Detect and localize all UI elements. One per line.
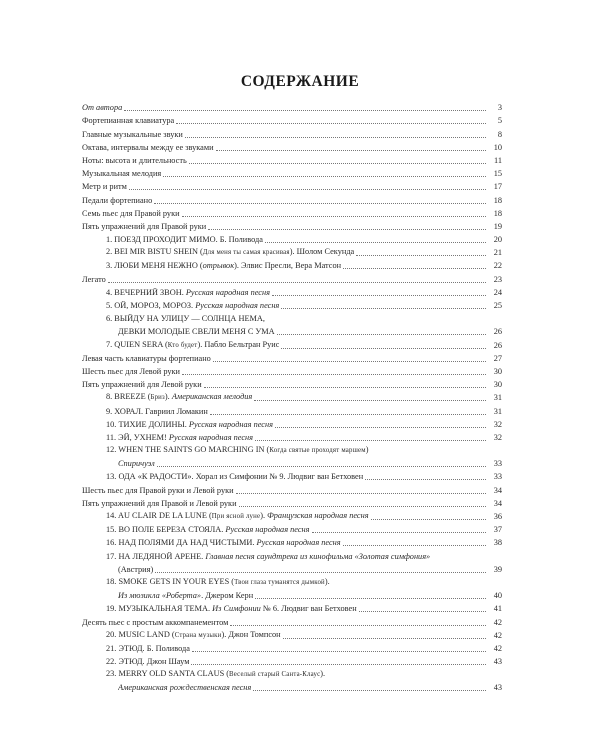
toc-entry-title bbox=[82, 103, 122, 113]
page-number: 38 bbox=[493, 538, 502, 548]
toc-entry[interactable] bbox=[82, 588, 502, 601]
page-number: 5 bbox=[497, 116, 502, 126]
page-number: 8 bbox=[497, 129, 502, 139]
toc-entry-title bbox=[106, 538, 341, 548]
toc-entry[interactable] bbox=[82, 206, 502, 219]
toc-entry[interactable] bbox=[82, 219, 502, 232]
toc-entry-title bbox=[106, 511, 369, 522]
toc-entry-text: При ясной луне bbox=[211, 513, 261, 520]
dot-leader bbox=[281, 348, 486, 349]
toc-entry-title bbox=[106, 445, 369, 456]
toc-entry-text: 20. MUSIC LAND ( bbox=[106, 629, 175, 639]
toc-entry-title bbox=[106, 669, 325, 680]
dot-leader bbox=[365, 479, 486, 480]
dot-leader bbox=[272, 295, 486, 296]
toc-entry-title bbox=[82, 222, 206, 232]
toc-entry-title bbox=[82, 354, 211, 364]
dot-leader bbox=[204, 387, 486, 388]
page-number: 34 bbox=[493, 498, 502, 508]
toc-entry-text: Твои глаза туманятся дымкой bbox=[234, 578, 325, 586]
toc-entry-title bbox=[82, 209, 180, 219]
toc-entry-text: Из мюзикла «Роберта» bbox=[118, 591, 202, 601]
toc-entry-text: № 6. Людвиг ван Бетховен bbox=[260, 604, 357, 614]
toc-entry[interactable] bbox=[82, 430, 502, 443]
toc-entry[interactable] bbox=[82, 192, 502, 205]
toc-entry-text: отрывок bbox=[202, 261, 235, 271]
toc-entry[interactable] bbox=[82, 285, 502, 298]
toc-entry-title bbox=[118, 565, 153, 575]
dot-leader bbox=[155, 572, 486, 573]
toc-entry-text: ДЕВКИ МОЛОДЫЕ СВЕЛИ МЕНЯ С УМА bbox=[118, 327, 275, 337]
toc-entry-text: 21. ЭТЮД. Б. Поливода bbox=[106, 643, 190, 653]
toc-entry[interactable] bbox=[82, 496, 502, 509]
page-number: 42 bbox=[493, 630, 502, 640]
toc-entry-text: Страна музыки bbox=[174, 631, 222, 639]
dot-leader bbox=[108, 282, 486, 283]
toc-entry-text: Русская народная песня bbox=[256, 538, 341, 548]
toc-entry-text: Кто будет bbox=[167, 341, 198, 349]
toc-entry-text: 18. SMOKE GETS IN YOUR EYES ( bbox=[106, 576, 235, 586]
toc-entry-text: Французская народная песня bbox=[267, 511, 369, 520]
toc-entry[interactable] bbox=[82, 311, 502, 324]
page-number: 26 bbox=[493, 340, 502, 350]
toc-entry-text: ). bbox=[164, 392, 172, 402]
toc-entry[interactable] bbox=[82, 337, 502, 350]
page-number: 33 bbox=[493, 472, 502, 482]
toc-entry-text: Шесть пьес для Левой руки bbox=[82, 366, 180, 376]
toc-entry-text: ). bbox=[260, 511, 268, 520]
toc-entry-title bbox=[106, 247, 354, 258]
dot-leader bbox=[281, 308, 486, 309]
toc-entry[interactable] bbox=[82, 271, 502, 284]
page-number: 32 bbox=[493, 419, 502, 429]
toc-entry[interactable] bbox=[82, 522, 502, 535]
dot-leader bbox=[189, 163, 486, 164]
page-number: 23 bbox=[493, 274, 502, 284]
toc-entry-title bbox=[106, 301, 279, 311]
dot-leader bbox=[213, 361, 486, 362]
toc-entry-text: От автора bbox=[82, 103, 123, 113]
toc-entry[interactable] bbox=[82, 548, 502, 561]
toc-entry-text: Семь пьес для Правой руки bbox=[82, 208, 180, 218]
toc-entry-text: Веселый старый Санта-Клаус bbox=[229, 671, 321, 679]
page-number: 18 bbox=[493, 195, 502, 205]
toc-entry-text: ). Джон Томпсон bbox=[221, 629, 281, 639]
page-number: 22 bbox=[493, 261, 502, 271]
toc-entry[interactable] bbox=[82, 113, 502, 126]
toc-entry-title bbox=[106, 288, 270, 298]
toc-entry-title bbox=[106, 577, 330, 588]
toc-entry[interactable] bbox=[82, 390, 502, 403]
toc-entry[interactable] bbox=[82, 100, 502, 113]
page-number: 31 bbox=[493, 406, 502, 416]
toc-entry-text: 11. ЭЙ, УХНЕМ! bbox=[106, 432, 169, 442]
toc-entry-title bbox=[106, 472, 363, 482]
dot-leader bbox=[371, 519, 486, 520]
toc-entry-title bbox=[82, 367, 180, 377]
toc-entry[interactable] bbox=[82, 258, 502, 271]
toc-entry-text: Русская народная песня bbox=[168, 432, 253, 442]
dot-leader bbox=[154, 203, 486, 204]
toc-entry-text: Левая часть клавиатуры фортепиано bbox=[82, 353, 211, 363]
toc-entry[interactable] bbox=[82, 298, 502, 311]
toc-entry[interactable] bbox=[82, 443, 502, 456]
toc-entry-text: Когда святые проходят маршем bbox=[269, 447, 366, 455]
toc-entry-text: 6. ВЫЙДУ НА УЛИЦУ — СОЛНЦА НЕМА, bbox=[106, 314, 265, 324]
toc-entry[interactable] bbox=[82, 417, 502, 430]
toc-entry[interactable] bbox=[82, 140, 502, 153]
toc-entry-text: 1. ПОЕЗД ПРОХОДИТ МИМО. Б. Поливода bbox=[106, 235, 263, 245]
toc-entry-text: (Австрия) bbox=[118, 564, 154, 574]
toc-entry[interactable] bbox=[82, 456, 502, 469]
toc-entry-title bbox=[82, 486, 234, 496]
dot-leader bbox=[236, 493, 486, 494]
dot-leader bbox=[239, 506, 486, 507]
page-number: 40 bbox=[493, 591, 502, 601]
toc-entry-text: 17. НА ЛЕДЯНОЙ АРЕНЕ. bbox=[106, 551, 206, 561]
toc-entry-title bbox=[118, 591, 253, 601]
page-number: 26 bbox=[493, 327, 502, 337]
toc-entry-title bbox=[82, 196, 152, 206]
page-number: 24 bbox=[493, 287, 502, 297]
toc-entry-text: Бриз bbox=[150, 394, 165, 402]
toc-entry[interactable] bbox=[82, 680, 502, 693]
toc-entry[interactable] bbox=[82, 126, 502, 139]
toc-entry-text: 4. ВЕЧЕРНИЙ ЗВОН. bbox=[106, 287, 186, 297]
page-number: 30 bbox=[493, 380, 502, 390]
toc-entry-text: 23. MERRY OLD SANTA CLAUS ( bbox=[106, 669, 230, 679]
toc-entry-text: 19. МУЗЫКАЛЬНАЯ ТЕМА. bbox=[106, 604, 213, 614]
toc-entry-title bbox=[106, 314, 265, 324]
toc-entry-text: Пять упражнений для Правой и Левой руки bbox=[82, 498, 237, 508]
toc-entry[interactable] bbox=[82, 403, 502, 416]
dot-leader bbox=[176, 123, 486, 124]
toc-entry-text: 22. ЭТЮД. Джон Шаум bbox=[106, 657, 190, 667]
dot-leader bbox=[208, 229, 486, 230]
page-number: 33 bbox=[493, 459, 502, 469]
dot-leader bbox=[129, 189, 486, 190]
toc-entry-title bbox=[82, 130, 183, 140]
toc-entry-text: Русская народная песня bbox=[185, 287, 270, 297]
toc-entry-title bbox=[82, 182, 127, 192]
toc-entry-text: Музыкальная мелодия bbox=[82, 169, 162, 179]
toc-entry[interactable] bbox=[82, 153, 502, 166]
dot-leader bbox=[359, 611, 486, 612]
toc-entry-title bbox=[82, 499, 237, 509]
toc-entry-title bbox=[82, 116, 174, 126]
table-of-contents bbox=[82, 100, 502, 693]
dot-leader bbox=[312, 532, 486, 533]
toc-entry-title bbox=[106, 261, 341, 271]
toc-entry-text: Пять упражнений для Правой руки bbox=[82, 221, 207, 231]
dot-leader bbox=[253, 690, 486, 691]
page-number: 20 bbox=[493, 235, 502, 245]
dot-leader bbox=[283, 638, 486, 639]
toc-entry-title bbox=[106, 235, 263, 245]
toc-entry-text: Шесть пьес для Правой руки и Левой руки bbox=[82, 485, 234, 495]
toc-entry-text: Пять упражнений для Левой руки bbox=[82, 380, 202, 390]
dot-leader bbox=[163, 176, 486, 177]
toc-entry[interactable] bbox=[82, 641, 502, 654]
toc-entry-title bbox=[118, 683, 251, 693]
toc-entry[interactable] bbox=[82, 179, 502, 192]
dot-leader bbox=[182, 374, 486, 375]
toc-entry[interactable] bbox=[82, 575, 502, 588]
page-number: 21 bbox=[493, 248, 502, 258]
toc-entry-text: ). bbox=[324, 576, 330, 586]
toc-entry-text: Педали фортепиано bbox=[82, 195, 153, 205]
toc-entry[interactable] bbox=[82, 166, 502, 179]
toc-entry-title bbox=[82, 275, 106, 285]
toc-entry[interactable] bbox=[82, 601, 502, 614]
toc-entry-text: Фортепианная клавиатура bbox=[82, 116, 175, 126]
toc-entry-text: Ноты: высота и длительность bbox=[82, 155, 187, 165]
dot-leader bbox=[185, 137, 486, 138]
toc-entry-text: Октава, интервалы между ее звуками bbox=[82, 142, 214, 152]
toc-entry-text: ) bbox=[365, 445, 369, 455]
dot-leader bbox=[124, 110, 486, 111]
toc-entry-title bbox=[106, 340, 279, 351]
dot-leader bbox=[343, 268, 486, 269]
toc-entry[interactable] bbox=[82, 351, 502, 364]
toc-entry-text: Спиричуэл bbox=[118, 459, 155, 469]
dot-leader bbox=[182, 216, 486, 217]
page-number: 31 bbox=[493, 393, 502, 403]
toc-entry-title bbox=[106, 644, 190, 654]
dot-leader bbox=[255, 598, 486, 599]
toc-entry-text: Американская мелодия bbox=[171, 392, 253, 402]
toc-entry[interactable] bbox=[82, 482, 502, 495]
dot-leader bbox=[356, 255, 486, 256]
page-number: 27 bbox=[493, 353, 502, 363]
dot-leader bbox=[265, 242, 486, 243]
toc-entry-text: 5. ОЙ, МОРОЗ, МОРОЗ. bbox=[106, 301, 196, 310]
toc-entry-text: ). bbox=[320, 669, 326, 679]
page-title: СОДЕРЖАНИЕ bbox=[240, 73, 360, 90]
toc-entry-title bbox=[82, 143, 214, 153]
toc-entry-title bbox=[106, 420, 273, 430]
page-number: 36 bbox=[493, 512, 502, 521]
page-number: 17 bbox=[493, 182, 502, 192]
toc-entry[interactable] bbox=[82, 245, 502, 258]
page-number: 15 bbox=[493, 169, 502, 179]
toc-entry-text: 13. ОДА «К РАДОСТИ». Хорал из Симфонии № 9. Людвиг ван Бетховен bbox=[106, 472, 364, 482]
page-number: 25 bbox=[493, 301, 502, 310]
toc-entry[interactable] bbox=[82, 667, 502, 680]
toc-entry-text: 15. ВО ПОЛЕ БЕРЕЗА СТОЯЛА. bbox=[106, 525, 226, 535]
toc-entry-text: Из Симфонии bbox=[212, 604, 261, 614]
page-number: 10 bbox=[493, 142, 502, 152]
page-number: 43 bbox=[493, 683, 502, 693]
toc-entry-text: Американская рождественская песня bbox=[118, 683, 252, 693]
toc-entry-title bbox=[118, 459, 155, 469]
toc-entry-text: Главные музыкальные звуки bbox=[82, 129, 183, 139]
toc-entry-title bbox=[82, 169, 161, 179]
dot-leader bbox=[343, 545, 486, 546]
dot-leader bbox=[254, 400, 486, 401]
toc-entry-text: ). Шолом Секунда bbox=[289, 247, 355, 257]
toc-entry[interactable] bbox=[82, 469, 502, 482]
page-number: 42 bbox=[493, 617, 502, 627]
dot-leader bbox=[255, 440, 486, 441]
toc-entry-title bbox=[106, 525, 310, 535]
toc-entry-title bbox=[106, 392, 252, 403]
toc-entry-text: ). Элвис Пресли, Вера Матсон bbox=[234, 261, 342, 271]
toc-entry-title bbox=[106, 552, 430, 562]
toc-entry-title bbox=[106, 604, 357, 614]
dot-leader bbox=[216, 150, 486, 151]
toc-entry-text: Для меня ты самая красивая bbox=[202, 249, 290, 257]
page-number: 19 bbox=[493, 221, 502, 231]
toc-entry-text: Русская народная песня bbox=[225, 525, 310, 535]
toc-entry[interactable] bbox=[82, 654, 502, 667]
page-number: 37 bbox=[493, 525, 502, 535]
toc-entry-text: 9. ХОРАЛ. Гавриил Ломакин bbox=[106, 406, 208, 416]
toc-entry-text: Десять пьес с простым аккомпанементом bbox=[82, 617, 229, 627]
toc-entry-title bbox=[106, 657, 189, 667]
page-number: 11 bbox=[494, 155, 502, 165]
dot-leader bbox=[210, 414, 486, 415]
page-number: 43 bbox=[493, 657, 502, 667]
toc-entry-text: ). Пабло Бельтран Руис bbox=[197, 339, 280, 349]
dot-leader bbox=[192, 651, 486, 652]
toc-entry-title bbox=[82, 618, 228, 628]
dot-leader bbox=[191, 664, 486, 665]
page-number: 18 bbox=[493, 208, 502, 218]
toc-entry-text: 2. BEI MIR BISTU SHEIN ( bbox=[106, 247, 203, 257]
toc-entry[interactable] bbox=[82, 535, 502, 548]
toc-entry[interactable] bbox=[82, 614, 502, 627]
toc-entry[interactable] bbox=[82, 562, 502, 575]
page-number: 41 bbox=[493, 604, 502, 614]
toc-entry[interactable] bbox=[82, 377, 502, 390]
toc-entry-title bbox=[118, 327, 275, 337]
toc-entry-title bbox=[106, 433, 253, 443]
toc-entry-text: Русская народная песня bbox=[188, 419, 273, 429]
toc-entry-title bbox=[82, 380, 202, 390]
toc-entry[interactable] bbox=[82, 628, 502, 641]
toc-entry-text: Метр и ритм bbox=[82, 182, 127, 192]
page-number: 3 bbox=[497, 103, 502, 113]
toc-entry[interactable] bbox=[82, 364, 502, 377]
toc-entry-text: . Джером Керн bbox=[201, 591, 254, 601]
toc-entry-text: 14. AU CLAIR DE LA LUNE ( bbox=[106, 511, 212, 520]
page-number: 42 bbox=[493, 643, 502, 653]
toc-entry-text: 3. ЛЮБИ МЕНЯ НЕЖНО ( bbox=[106, 261, 203, 271]
toc-entry-text: 10. ТИХИЕ ДОЛИНЫ. bbox=[106, 419, 189, 429]
dot-leader bbox=[277, 334, 486, 335]
page-number: 39 bbox=[493, 564, 502, 574]
dot-leader bbox=[157, 466, 486, 467]
page-number: 34 bbox=[493, 485, 502, 495]
page-number: 30 bbox=[493, 366, 502, 376]
toc-entry-text: 8. BREEZE ( bbox=[106, 392, 151, 402]
toc-entry[interactable] bbox=[82, 509, 502, 522]
toc-entry-text: 16. НАД ПОЛЯМИ ДА НАД ЧИСТЫМИ. bbox=[106, 538, 257, 548]
toc-entry-title bbox=[106, 630, 281, 641]
page-number: 32 bbox=[493, 432, 502, 442]
toc-entry-text: Главная песня саундтрека из кинофильма «Золотая симфония» bbox=[205, 551, 431, 561]
toc-entry-text: Русская народная песня bbox=[195, 301, 280, 310]
toc-entry-text: 7. QUIEN SERA ( bbox=[106, 339, 168, 349]
dot-leader bbox=[230, 625, 486, 626]
toc-entry-title bbox=[82, 156, 187, 166]
dot-leader bbox=[275, 427, 486, 428]
toc-entry-text: Легато bbox=[82, 274, 106, 284]
toc-entry-title bbox=[106, 407, 208, 417]
toc-entry[interactable] bbox=[82, 232, 502, 245]
toc-entry[interactable] bbox=[82, 324, 502, 337]
toc-entry-text: 12. WHEN THE SAINTS GO MARCHING IN ( bbox=[106, 445, 270, 455]
